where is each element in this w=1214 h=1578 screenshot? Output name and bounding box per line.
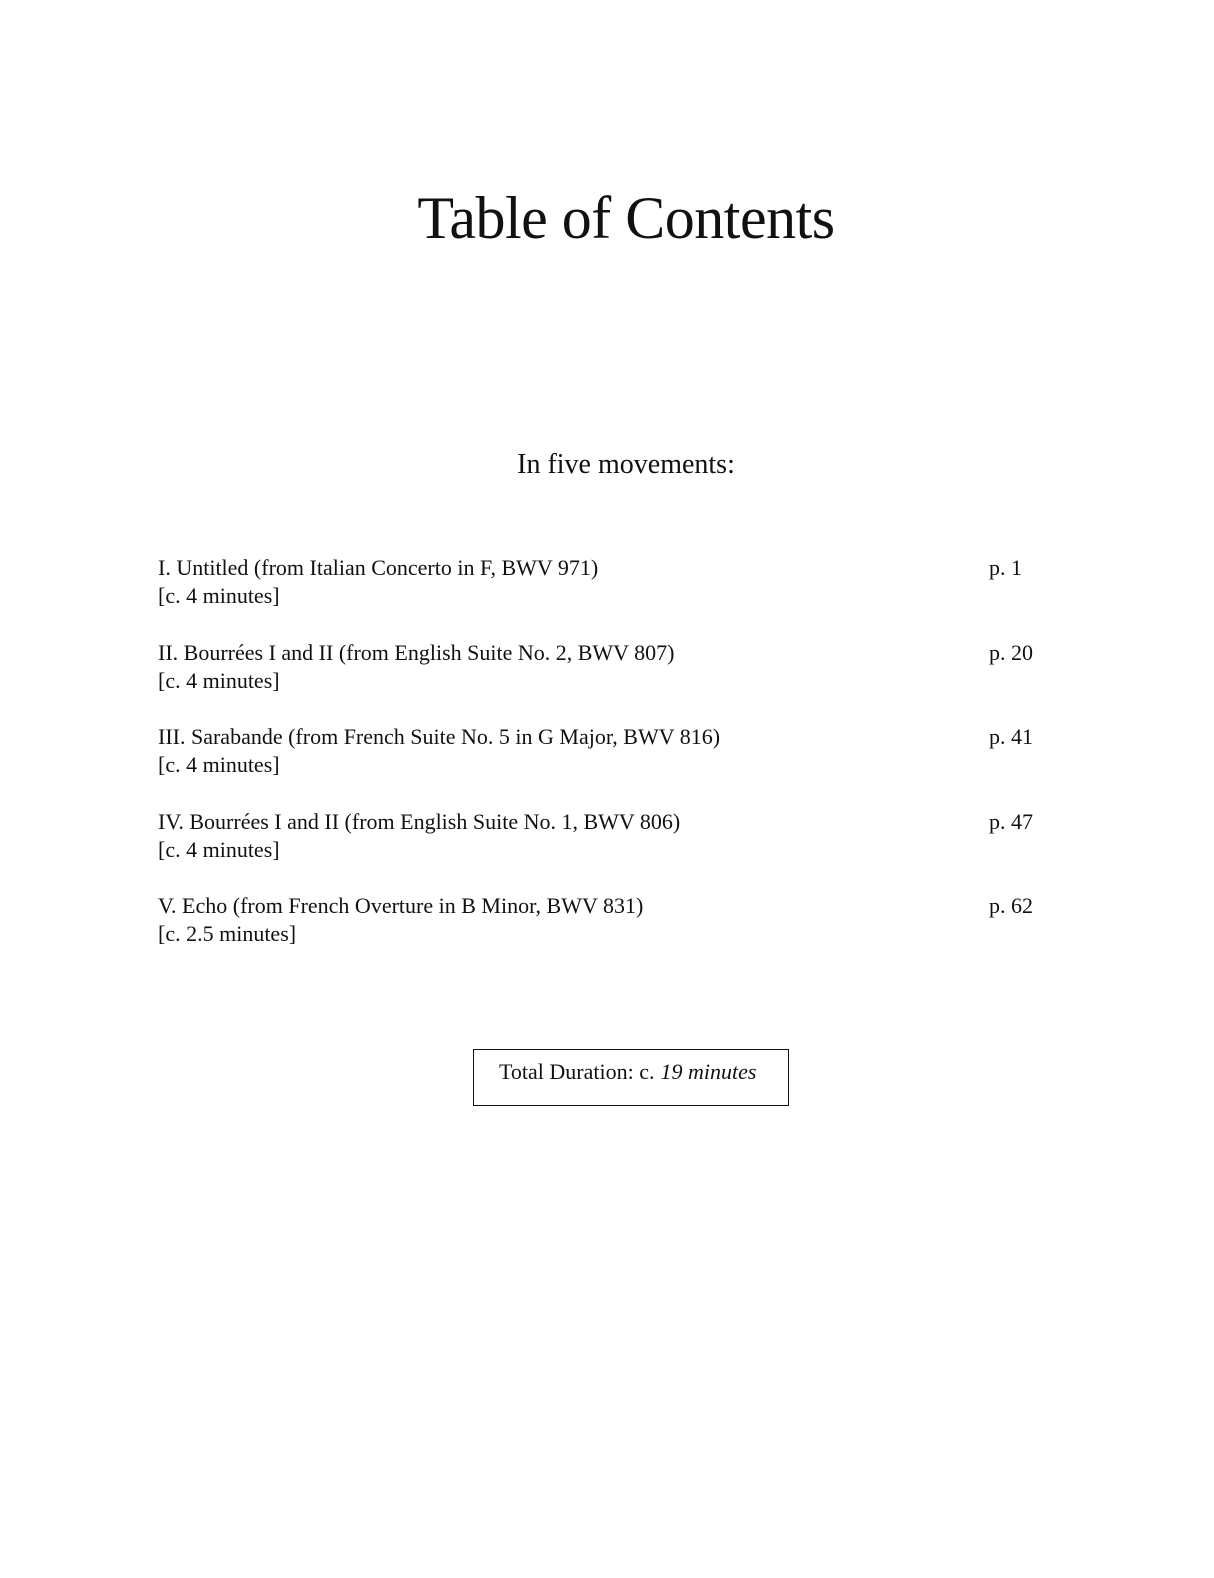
contents-entry [158, 723, 1038, 808]
total-duration-box [473, 1049, 789, 1106]
entry-page-number: p. 47 [989, 808, 1033, 834]
entry-duration: [c. 4 minutes] [158, 752, 280, 777]
entry-title: IV. Bourrées I and II (from English Suite No. 1, BWV 806) [158, 808, 681, 834]
contents-entry [158, 554, 1038, 639]
entry-duration: [c. 4 minutes] [158, 836, 280, 862]
page-title: Table of Contents [417, 185, 835, 251]
entry-duration: [c. 4 minutes] [158, 583, 280, 608]
entry-page-number: p. 41 [989, 724, 1033, 749]
entry-title: V. Echo (from French Overture in B Minor, BWV 831) [158, 893, 644, 918]
entry-page-number: p. 1 [989, 555, 1022, 580]
entry-title: II. Bourrées I and II (from English Suite No. 2, BWV 807) [158, 639, 675, 665]
entry-duration: [c. 4 minutes] [158, 667, 280, 693]
total-duration-value: 19 minutes [660, 1059, 757, 1084]
contents-entry [158, 808, 1038, 893]
contents-entry [158, 639, 1038, 724]
contents-entry [158, 892, 1038, 977]
entry-title: III. Sarabande (from French Suite No. 5 in G Major, BWV 816) [158, 724, 721, 749]
entry-page-number: p. 62 [989, 893, 1033, 918]
total-duration-label: Total Duration: c. [499, 1059, 655, 1084]
entry-title: I. Untitled (from Italian Concerto in F, BWV 971) [158, 555, 599, 580]
subtitle: In five movements: [517, 449, 735, 480]
entry-page-number: p. 20 [989, 639, 1033, 665]
entry-duration: [c. 2.5 minutes] [158, 921, 297, 946]
contents-list [158, 554, 1038, 977]
total-duration [499, 1058, 756, 1086]
